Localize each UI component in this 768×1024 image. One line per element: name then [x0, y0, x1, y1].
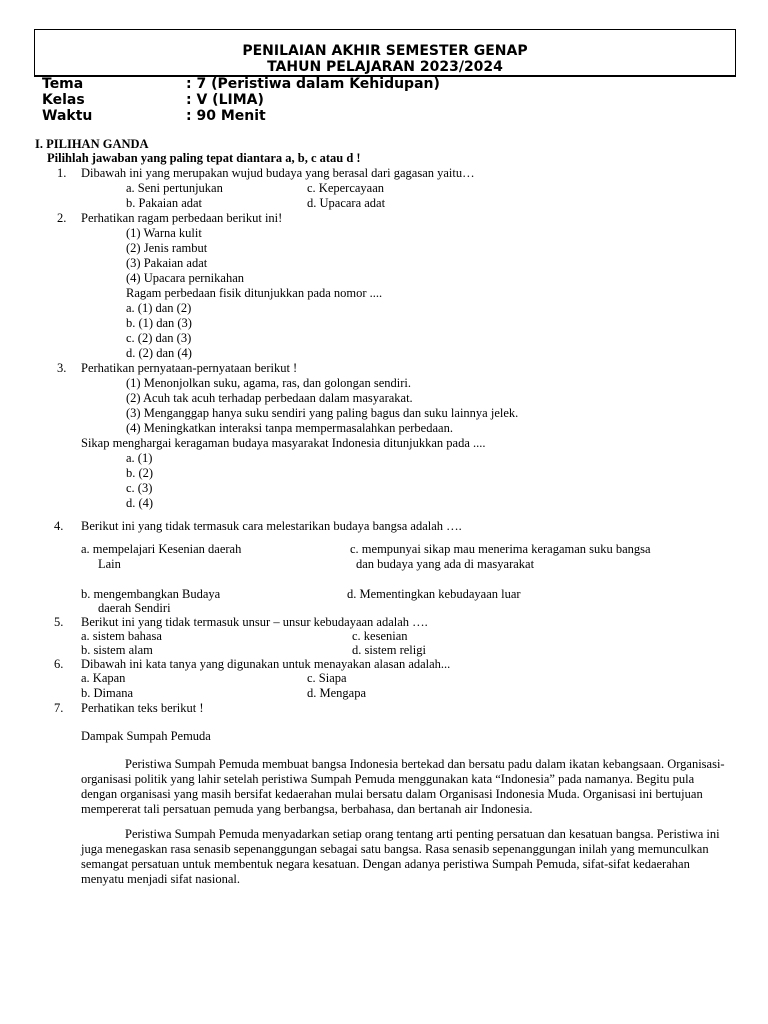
header-box	[34, 29, 736, 77]
q7-number: 7.	[54, 701, 64, 715]
exam-title: PENILAIAN AKHIR SEMESTER GENAP	[242, 43, 528, 59]
tema-label: Tema	[42, 76, 84, 92]
section-instruction: Pilihlah jawaban yang paling tepat diantara a, b, c atau d !	[47, 151, 361, 165]
q5-option-a: a. sistem bahasa	[81, 629, 162, 643]
q4-option-a: a. mempelajari Kesenian daerah	[81, 542, 242, 556]
q2-item: (4) Upacara pernikahan	[126, 271, 244, 285]
q3-number: 3.	[57, 361, 67, 375]
q2-option: c. (2) dan (3)	[126, 331, 192, 345]
q5-option-b: b. sistem alam	[81, 643, 153, 657]
q2-number: 2.	[57, 211, 67, 225]
q6-text: Dibawah ini kata tanya yang digunakan untuk menayakan alasan adalah...	[81, 657, 451, 671]
q4-option-c-cont: dan budaya yang ada di masyarakat	[356, 557, 535, 571]
q2-option: d. (2) dan (4)	[126, 346, 192, 360]
section-title: I. PILIHAN GANDA	[35, 137, 149, 151]
q5-option-d: d. sistem religi	[352, 643, 426, 657]
q2-text: Perhatikan ragam perbedaan berikut ini!	[81, 211, 283, 225]
q2-item: (1) Warna kulit	[126, 226, 202, 240]
q3-prompt: Sikap menghargai keragaman budaya masyarakat Indonesia ditunjukkan pada ....	[81, 436, 486, 450]
q4-number: 4.	[54, 519, 64, 533]
q1-option-b: b. Pakaian adat	[126, 196, 203, 210]
q3-option: b. (2)	[126, 466, 154, 480]
q4-option-d: d. Mementingkan kebudayaan luar	[347, 587, 521, 601]
q6-number: 6.	[54, 657, 64, 671]
q2-item: (2) Jenis rambut	[126, 241, 208, 255]
q3-item: (2) Acuh tak acuh terhadap perbedaan dalam masyarakat.	[126, 391, 413, 405]
kelas-value: : V (LIMA)	[186, 92, 264, 108]
q1-text: Dibawah ini yang merupakan wujud budaya yang berasal dari gagasan yaitu…	[81, 166, 475, 180]
q5-text: Berikut ini yang tidak termasuk unsur – unsur kebudayaan adalah ….	[81, 615, 428, 629]
q3-item: (1) Menonjolkan suku, agama, ras, dan golongan sendiri.	[126, 376, 412, 390]
q2-option: b. (1) dan (3)	[126, 316, 192, 330]
q3-option: d. (4)	[126, 496, 154, 510]
q2-option: a. (1) dan (2)	[126, 301, 192, 315]
q6-option-a: a. Kapan	[81, 671, 126, 685]
q4-text: Berikut ini yang tidak termasuk cara melestarikan budaya bangsa adalah ….	[81, 519, 462, 533]
q6-option-c: c. Siapa	[307, 671, 347, 685]
q3-text: Perhatikan pernyataan-pernyataan berikut !	[81, 361, 298, 375]
q5-number: 5.	[54, 615, 64, 629]
passage-paragraph-1: Peristiwa Sumpah Pemuda membuat bangsa Indonesia bertekad dan bersatu padu dalam ikatan kebangsaan. Organisasi-organisasi politik yang lahir setelah peristiwa Sumpah Pemuda menggunakan kata “Indonesia” pada namanya. Begitu pula dengan organisasi yang masih bersifat kedaerahan mulai bersatu dalam Organisasi Indonesia Muda. Organisasi ini bertujuan mempererat tali persatuan pemuda yang berbangsa, berbahasa, dan bertanah air Indonesia.	[81, 757, 725, 816]
waktu-value: : 90 Menit	[186, 108, 266, 124]
tema-value: : 7 (Peristiwa dalam Kehidupan)	[186, 76, 440, 92]
exam-year: TAHUN PELAJARAN 2023/2024	[267, 59, 503, 75]
q6-option-d: d. Mengapa	[307, 686, 367, 700]
q3-item: (3) Menganggap hanya suku sendiri yang paling bagus dan suku lainnya jelek.	[126, 406, 519, 420]
q1-option-c: c. Kepercayaan	[307, 181, 385, 195]
q1-option-a: a. Seni pertunjukan	[126, 181, 223, 195]
q4-option-b-cont: daerah Sendiri	[98, 601, 171, 615]
q1-option-d: d. Upacara adat	[307, 196, 386, 210]
q4-option-a-cont: Lain	[98, 557, 121, 571]
q3-option: c. (3)	[126, 481, 153, 495]
q2-prompt: Ragam perbedaan fisik ditunjukkan pada nomor ....	[126, 286, 383, 300]
q5-option-c: c. kesenian	[352, 629, 408, 643]
kelas-label: Kelas	[42, 92, 85, 108]
passage-paragraph-2: Peristiwa Sumpah Pemuda menyadarkan setiap orang tentang arti penting persatuan dan kesatuan bangsa. Peristiwa ini juga menegaskan rasa senasib sepenanggungan sebagai satu bangsa. Rasa senasib sepenanggungan inilah yang memunculkan semangat persatuan untuk membentuk negara kesatuan. Dengan adanya peristiwa Sumpah Pemuda, sifat-sifat kedaerahan menyatu menjadi sifat nasional.	[81, 827, 720, 886]
waktu-label: Waktu	[42, 108, 93, 124]
q4-option-b: b. mengembangkan Budaya	[81, 587, 221, 601]
q7-text: Perhatikan teks berikut !	[81, 701, 204, 715]
q1-number: 1.	[57, 166, 67, 180]
q3-option: a. (1)	[126, 451, 153, 465]
q4-option-c: c. mempunyai sikap mau menerima keragaman suku bangsa	[350, 542, 651, 556]
q6-option-b: b. Dimana	[81, 686, 134, 700]
passage-title: Dampak Sumpah Pemuda	[81, 729, 211, 743]
q2-item: (3) Pakaian adat	[126, 256, 208, 270]
q3-item: (4) Meningkatkan interaksi tanpa mempermasalahkan perbedaan.	[126, 421, 453, 435]
